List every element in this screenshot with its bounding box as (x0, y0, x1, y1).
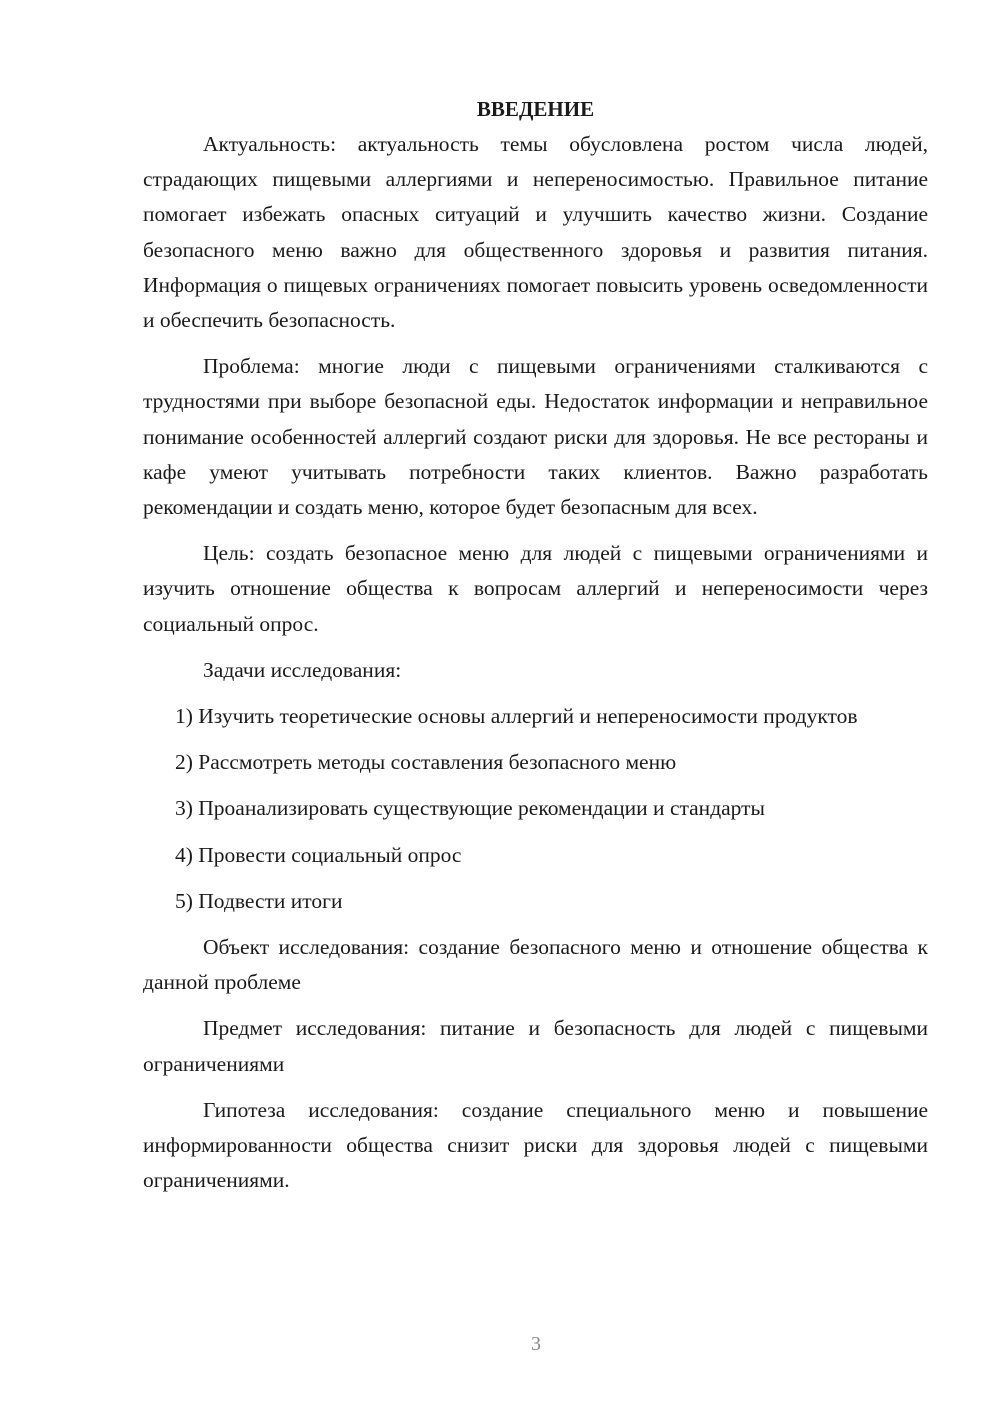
task-item-2: 2) Рассмотреть методы составления безопасного меню (175, 750, 677, 775)
object-paragraph: Объект исследования: создание безопасного меню и отношение общества к данной проблеме (143, 935, 928, 995)
task-item-1: 1) Изучить теоретические основы аллергий и непереносимости продуктов (175, 704, 858, 729)
subject-paragraph: Предмет исследования: питание и безопасность для людей с пищевыми ограничениями (143, 1016, 928, 1076)
tasks-title: Задачи исследования: (203, 657, 402, 682)
task-item-4: 4) Провести социальный опрос (175, 842, 462, 867)
task-item-5: 5) Подвести итоги (175, 888, 343, 913)
page-number: 3 (531, 1333, 541, 1355)
hypothesis-paragraph: Гипотеза исследования: создание специального меню и повышение информированности общества снизит риски для здоровья людей с пищевыми ограничениями. (143, 1097, 928, 1193)
problem-paragraph: Проблема: многие люди с пищевыми ограничениями сталкиваются с трудностями при выборе безопасной еды. Недостаток информации и неправильное понимание особенностей аллергий создают риски для здоровья. Не все рестораны и кафе умеют учитывать потребности таких клиентов. Важно разработать рекомендации и создать меню, которое будет безопасным для всех. (143, 354, 928, 520)
document-page (143, 92, 928, 1209)
relevance-paragraph: Актуальность: актуальность темы обусловлена ростом числа людей, страдающих пищевыми аллергиями и непереносимостью. Правильное питание помогает избежать опасных ситуаций и улучшить качество жизни. Создание безопасного меню важно для общественного здоровья и развития питания. Информация о пищевых ограничениях помогает повысить уровень осведомленности и обеспечить безопасность. (143, 132, 928, 333)
section-heading: ВВЕДЕНИЕ (476, 97, 595, 121)
goal-paragraph: Цель: создать безопасное меню для людей с пищевыми ограничениями и изучить отношение общества к вопросам аллергий и непереносимости через социальный опрос. (143, 541, 928, 636)
task-item-3: 3) Проанализировать существующие рекомендации и стандарты (175, 796, 765, 821)
